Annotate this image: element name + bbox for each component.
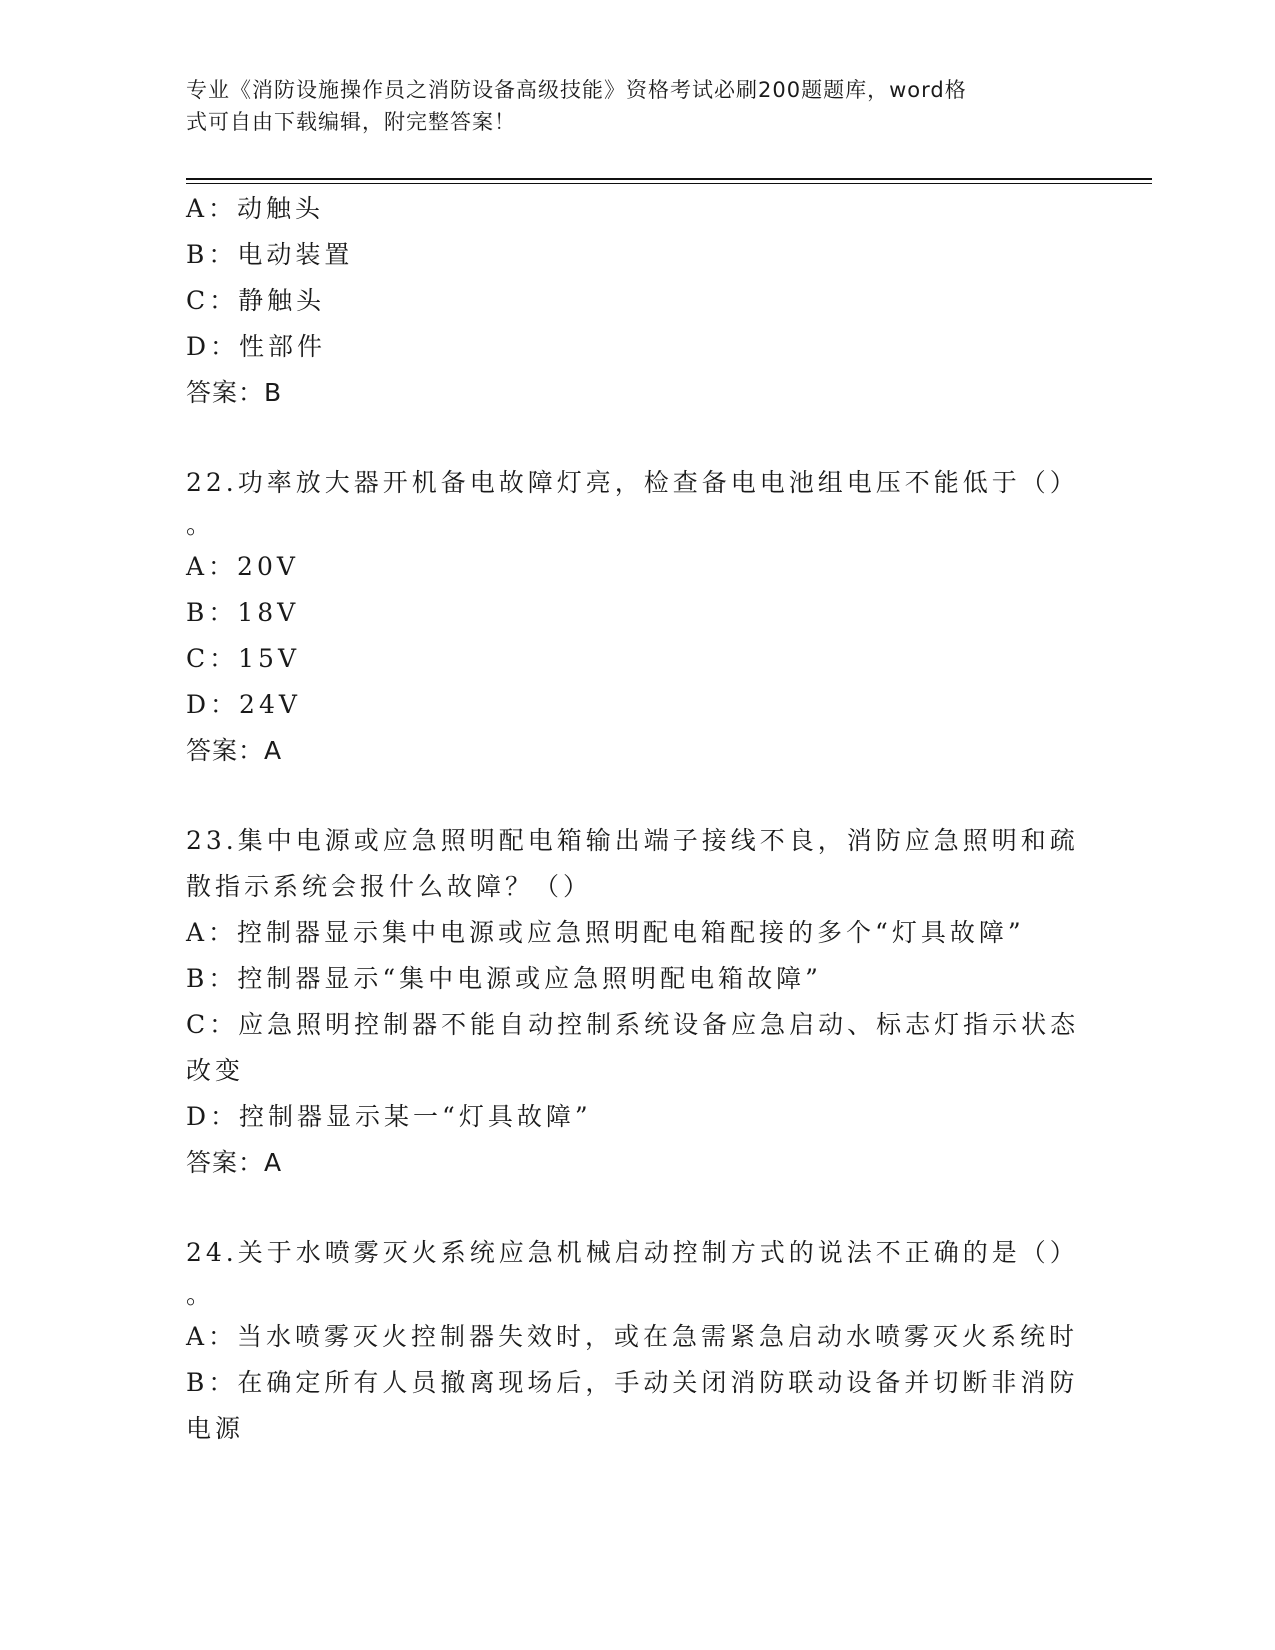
header-title-line-2: 式可自由下载编辑，附完整答案！ xyxy=(186,110,516,134)
question-text-line-1: 23.集中电源或应急照明配电箱输出端子接线不良，消防应急照明和疏 xyxy=(186,826,1079,855)
document-body xyxy=(186,186,1086,1452)
header-title-line-1: 专业《消防设施操作员之消防设备高级技能》资格考试必刷200题题库，word格 xyxy=(186,78,967,102)
option-c: C：15V xyxy=(186,644,300,673)
option-b: B：电动装置 xyxy=(186,240,354,269)
option-b-continued: 电源 xyxy=(186,1414,245,1443)
option-a: A：动触头 xyxy=(186,194,325,223)
option-d: D：性部件 xyxy=(186,332,327,361)
option-b: B：在确定所有人员撤离现场后，手动关闭消防联动设备并切断非消防 xyxy=(186,1368,1079,1397)
option-c-continued: 改变 xyxy=(186,1056,245,1085)
option-b: B：控制器显示“集中电源或应急照明配电箱故障” xyxy=(186,964,822,993)
option-b: B：18V xyxy=(186,598,300,627)
question-24 xyxy=(186,1230,1086,1452)
question-text: 22.功率放大器开机备电故障灯亮，检查备电电池组电压不能低于（） xyxy=(186,468,1079,497)
question-text: 24.关于水喷雾灭火系统应急机械启动控制方式的说法不正确的是（） xyxy=(186,1238,1079,1267)
document-header xyxy=(186,74,1066,138)
option-d: D：24V xyxy=(186,690,301,719)
header-divider-thick xyxy=(186,178,1152,180)
question-21-options xyxy=(186,186,1086,416)
option-c: C：静触头 xyxy=(186,286,326,315)
answer-line: 答案：B xyxy=(186,378,283,407)
option-a: A：当水喷雾灭火控制器失效时，或在急需紧急启动水喷雾灭火系统时 xyxy=(186,1322,1079,1351)
question-text-line-2: 散指示系统会报什么故障？（） xyxy=(186,872,593,901)
question-22 xyxy=(186,460,1086,774)
question-23 xyxy=(186,818,1086,1186)
answer-line: 答案：A xyxy=(186,1148,283,1177)
option-a: A：控制器显示集中电源或应急照明配电箱配接的多个“灯具故障” xyxy=(186,918,1025,947)
option-d: D：控制器显示某一“灯具故障” xyxy=(186,1102,592,1131)
answer-line: 答案：A xyxy=(186,736,283,765)
option-a: A：20V xyxy=(186,552,299,581)
question-text-tail: 。 xyxy=(186,1280,216,1309)
option-c: C：应急照明控制器不能自动控制系统设备应急启动、标志灯指示状态 xyxy=(186,1010,1080,1039)
question-text-tail: 。 xyxy=(186,510,216,539)
header-divider-thin xyxy=(186,183,1152,184)
